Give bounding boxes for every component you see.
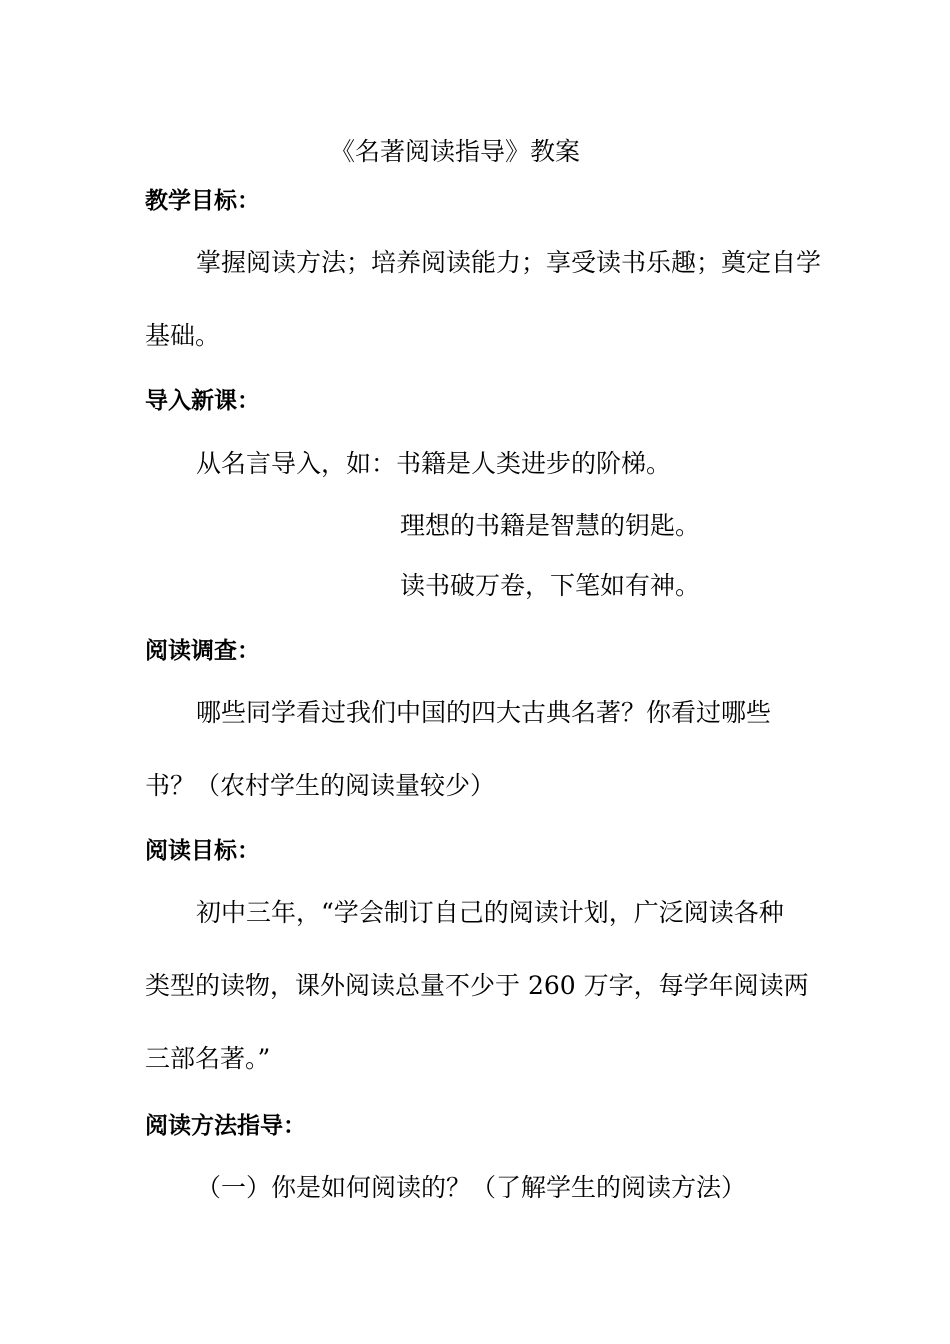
section-heading-reading-survey: 阅读调查：: [145, 638, 260, 664]
section-heading-reading-goals: 阅读目标：: [145, 838, 260, 864]
section-heading-teaching-goals: 教学目标：: [145, 188, 260, 214]
section-heading-introduction: 导入新课：: [145, 388, 260, 414]
paragraph-line: 初中三年，“学会制订自己的阅读计划，广泛阅读各种: [196, 898, 784, 927]
paragraph-line: 基础。: [145, 321, 221, 350]
paragraph-line: 类型的读物，课外阅读总量不少于 260 万字，每学年阅读两: [145, 971, 809, 1000]
paragraph-line: 书？（农村学生的阅读量较少）: [145, 771, 496, 800]
paragraph-line: 从名言导入，如：书籍是人类进步的阶梯。: [196, 449, 672, 478]
paragraph-line: 三部名著。”: [145, 1044, 271, 1073]
document-title: 《名著阅读指导》教案: [330, 137, 581, 166]
quote-line: 理想的书籍是智慧的钥匙。: [400, 511, 701, 540]
paragraph-line: 掌握阅读方法；培养阅读能力；享受读书乐趣；奠定自学: [196, 248, 822, 277]
section-heading-reading-methods: 阅读方法指导：: [145, 1113, 306, 1139]
quote-line: 读书破万卷，下笔如有神。: [400, 571, 701, 600]
paragraph-line: 哪些同学看过我们中国的四大古典名著？你看过哪些: [196, 698, 772, 727]
paragraph-line: （一）你是如何阅读的？（了解学生的阅读方法）: [196, 1173, 747, 1202]
